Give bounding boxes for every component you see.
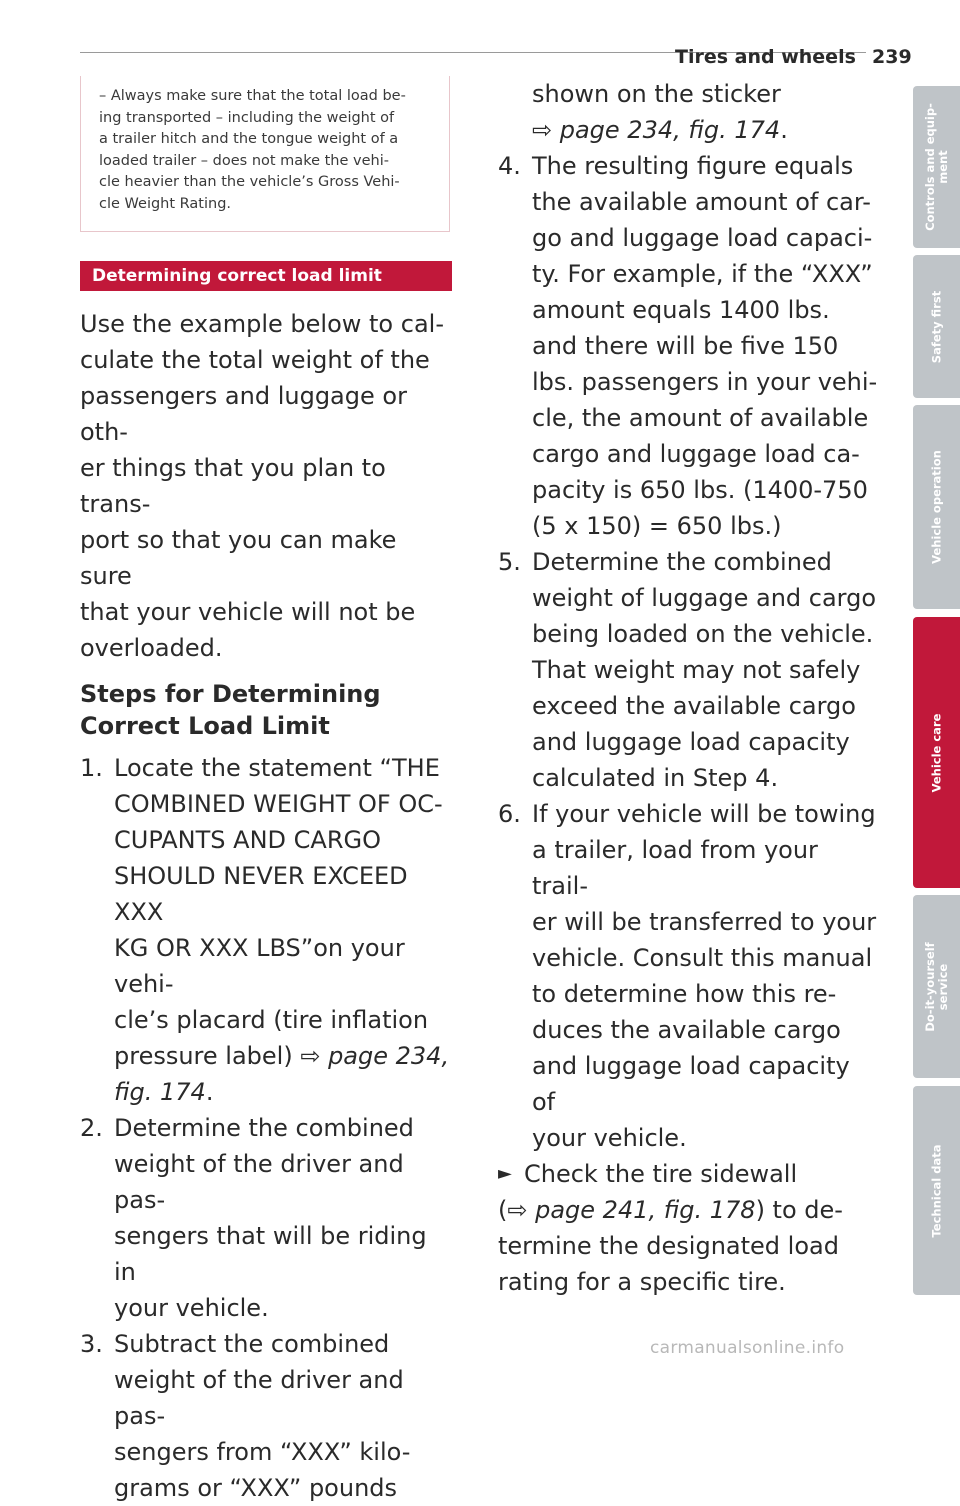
steps-list [80,750,450,1506]
header-title: Tires and wheels [675,46,856,68]
steps-subheading: Steps for Determining Correct Load Limit [80,680,381,740]
tab-do-it-yourself-service[interactable]: Do-it-yourself service [913,895,960,1078]
watermark: carmanualsonline.info [650,1338,845,1358]
action-bullet: ► Check the tire sidewall [498,1156,878,1192]
tab-vehicle-care[interactable]: Vehicle care [913,617,960,888]
tab-technical-data[interactable]: Technical data [913,1086,960,1295]
list-item: 1. Locate the statement “THE COMBINED WEIGHT OF OC- CUPANTS AND CARGO SHOULD NEVER EXCEED XXX KG OR XXX LBS”on your vehi- cle’s placard (tire inflation pressure label) ⇨ page 234, fig. 174. [80,754,450,1106]
tab-safety-first[interactable]: Safety first [913,255,960,398]
list-item: 4. The resulting figure equals the available amount of car- go and luggage load capaci- ty. For example, if the “XXX” amount equals 1400 lbs. and there will be five 150 lbs. passengers in your vehi- cle, the amount of available cargo and luggage load ca- pacity is 650 lbs. (1400-750 (5 x 150) = 650 lbs.) [498,152,878,540]
page-number: 239 [872,46,912,68]
steps-list-continued [498,148,878,1156]
page-reference-link[interactable]: ⇨ page 241, fig. 178 [507,1196,756,1224]
triangle-bullet-icon: ► [498,1163,512,1184]
right-column: shown on the sticker ⇨ page 234, fig. 174. 4. The resulting figure equals the available amount of car- go and luggage load capaci- ty. For example, if the “XXX” amount equals 1400 lbs. and there will be five 150 lbs. passengers in your vehi- cle, the amount of available cargo and luggage load ca- pacity is 650 lbs. (1400-750 (5 x 150) = 650 lbs.) 5. Determine the combined weight of luggage and cargo being loaded on the vehicle. That weight may not safely exceed the available cargo and luggage load capacity calculated in Step 4. 6. If your vehicle will be towing a trailer, load from your trail- er will be transferred to your vehicle. Consult this manual to determine how this re- duces the available cargo and luggage load capacity of your vehicle. ► Check the tire sidewall (⇨ page 241, fig. 178) to de- termine the designated load rating for a specific tire. [498,76,878,1300]
left-column [80,306,450,1506]
page-reference-link[interactable]: ⇨ page 234, fig. 174 [532,116,781,144]
list-item: 3. Subtract the combined weight of the driver and pas- sengers from “XXX” kilo- grams or “XXX” pounds [80,1330,411,1502]
tab-vehicle-operation[interactable]: Vehicle operation [913,405,960,609]
tab-controls-and-equipment[interactable]: Controls and equip- ment [913,86,960,248]
step-3-continuation: shown on the sticker ⇨ page 234, fig. 174. [532,80,788,144]
list-item: 6. If your vehicle will be towing a trailer, load from your trail- er will be transferred to your vehicle. Consult this manual to determine how this re- duces the available cargo and luggage load capacity of your vehicle. [498,800,877,1152]
figure-reference-link[interactable]: fig. 174 [114,1078,206,1106]
intro-paragraph: Use the example below to cal- culate the total weight of the passengers and luggage or oth- er things that you plan to trans- port so that you can make sure that your vehicle will not be overloaded. [80,310,444,662]
section-heading: Determining correct load limit [80,261,452,291]
warning-box [80,76,450,232]
warning-text: – Always make sure that the total load be- ing transported – including the weight of a trailer hitch and the tongue weight of a loaded trailer – does not make the vehi- cle heavier than the vehicle’s Gross Vehi- cle Weight Rating. [99,88,406,212]
page-reference-link[interactable]: ⇨ page 234, [300,1042,450,1070]
list-item: 5. Determine the combined weight of luggage and cargo being loaded on the vehicle. That weight may not safely exceed the available cargo and luggage load capacity calculated in Step 4. [498,548,877,792]
list-item: 2. Determine the combined weight of the driver and pas- sengers that will be riding in your vehicle. [80,1114,427,1322]
